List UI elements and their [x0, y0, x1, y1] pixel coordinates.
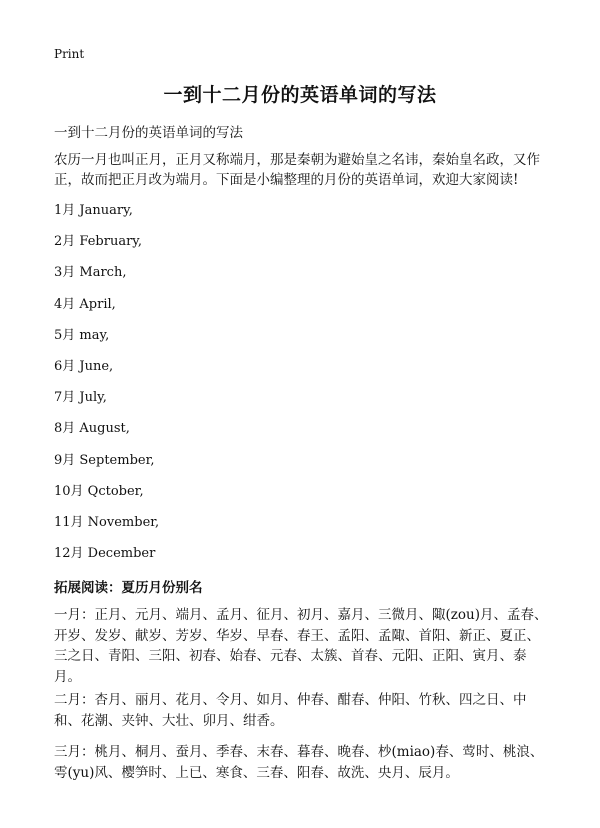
intro-paragraph: 农历一月也叫正月，正月又称端月，那是秦朝为避始皇之名讳，秦始皇名政，又作正，故而把正月改为端月。下面是小编整理的月份的英语单词，欢迎大家阅读!: [54, 152, 540, 188]
print-link[interactable]: Print: [54, 47, 85, 61]
paragraph-january: 一月：正月、元月、端月、孟月、征月、初月、嘉月、三微月、陬(zou)月、孟春、开岁、发岁、献岁、芳岁、华岁、早春、春王、孟阳、孟陬、首阳、新正、夏正、三之日、青阳、三阳、初春、始春、元春、太簇、首春、元阳、正阳、寅月、泰月。: [54, 607, 548, 685]
list-item: 5月 may,: [54, 327, 110, 343]
list-item: 12月 December: [54, 546, 156, 562]
list-item: 2月 February,: [54, 234, 143, 250]
list-item: 7月 July,: [54, 390, 107, 406]
list-item: 9月 September,: [54, 452, 155, 468]
list-item: 8月 August,: [54, 421, 130, 437]
paragraph-march: 三月：桃月、桐月、蚕月、季春、末春、暮春、晚春、杪(miao)春、莺时、桃浪、雩(yu)风、樱笋时、上已、寒食、三春、阳春、故洗、央月、辰月。: [54, 744, 544, 781]
list-item: 6月 June,: [54, 358, 114, 374]
month-list: [54, 203, 159, 577]
list-item: 3月 March,: [54, 265, 127, 281]
list-item: 10月 Qctober,: [54, 483, 144, 499]
paragraph-february: 二月：杏月、丽月、花月、令月、如月、仲春、酣春、仲阳、竹秋、四之日、中和、花潮、夹钟、大壮、卯月、绀香。: [54, 692, 527, 729]
page-title: 一到十二月份的英语单词的写法: [163, 84, 437, 106]
list-item: 1月 January,: [54, 203, 133, 218]
extended-reading-heading: 拓展阅读：夏历月份别名: [54, 580, 203, 596]
list-item: 11月 November,: [54, 514, 160, 530]
list-item: 4月 April,: [54, 296, 116, 312]
subtitle: 一到十二月份的英语单词的写法: [54, 125, 243, 141]
